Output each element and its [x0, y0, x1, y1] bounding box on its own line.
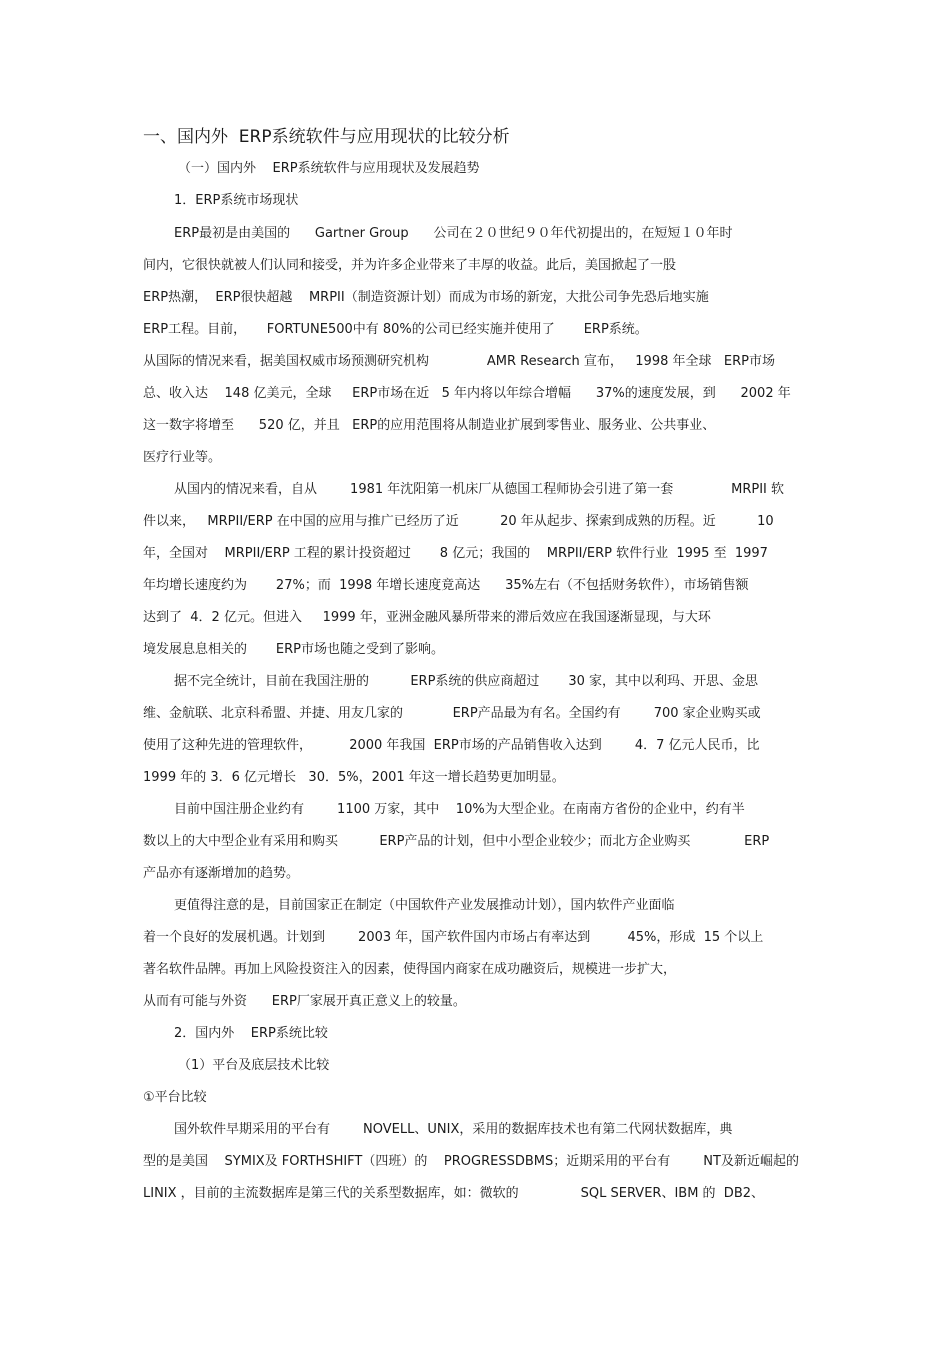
paragraph-line: 总、收入达 148 亿美元，全球 ERP市场在近 5 年内将以年综合增幅 37%的速度发展，到 2002 年	[143, 386, 791, 401]
paragraph-line: 这一数字将增至 520 亿，并且 ERP的应用范围将从制造业扩展到零售业、服务业、公共事业、	[143, 418, 716, 433]
document-title: 一、国内外 ERP系统软件与应用现状的比较分析	[143, 127, 510, 147]
paragraph-line: ERP工程。目前， FORTUNE500中有 80%的公司已经实施并使用了 ERP系统。	[143, 322, 648, 337]
paragraph-line: 年，全国对 MRPII/ERP 工程的累计投资超过 8 亿元；我国的 MRPII/ERP 软件行业 1995 至 1997	[143, 546, 768, 561]
paragraph-line: 从国际的情况来看，据美国权威市场预测研究机构 AMR Research 宣布， 1998 年全球 ERP市场	[143, 354, 775, 369]
paragraph-line: 产品亦有逐渐增加的趋势。	[143, 866, 300, 881]
paragraph-line: 著名软件品牌。再加上风险投资注入的因素，使得国内商家在成功融资后，规模进一步扩大，	[143, 962, 677, 977]
paragraph-line: 医疗行业等。	[143, 450, 222, 465]
paragraph-line: 维、金航联、北京科希盟、并捷、用友几家的 ERP产品最为有名。全国约有 700 家企业购买或	[143, 706, 761, 721]
item-heading: ①平台比较	[143, 1090, 207, 1105]
paragraph-line: 达到了 4．2 亿元。但进入 1999 年，亚洲金融风暴所带来的滞后效应在我国逐渐显现，与大环	[143, 610, 711, 625]
paragraph-line: 1999 年的 3．6 亿元增长 30．5%，2001 年这一增长趋势更加明显。	[143, 770, 565, 785]
paragraph-line: 着一个良好的发展机遇。计划到 2003 年，国产软件国内市场占有率达到 45%，形成 15 个以上	[143, 930, 764, 945]
paragraph-line: ERP热潮， ERP很快超越 MRPII（制造资源计划）而成为市场的新宠，大批公司争先恐后地实施	[143, 290, 709, 305]
paragraph-line: 数以上的大中型企业有采用和购买 ERP产品的计划，但中小型企业较少；而北方企业购买 ERP	[143, 834, 770, 849]
paragraph-line: 更值得注意的是，目前国家正在制定（中国软件产业发展推动计划），国内软件产业面临	[174, 898, 675, 913]
paragraph-line: ERP最初是由美国的 Gartner Group 公司在２０世纪９０年代初提出的，在短短１０年时	[174, 226, 733, 241]
subsubsection-heading: （1）平台及底层技术比较	[178, 1058, 330, 1073]
section-heading: （一）国内外 ERP系统软件与应用现状及发展趋势	[178, 161, 480, 176]
paragraph-line: 境发展息息相关的 ERP市场也随之受到了影响。	[143, 642, 445, 657]
paragraph-line: 间内，它很快就被人们认同和接受，并为许多企业带来了丰厚的收益。此后，美国掀起了一股	[143, 258, 677, 273]
paragraph-line: 件以来， MRPII/ERP 在中国的应用与推广已经历了近 20 年从起步、探索到成熟的历程。近 10	[143, 514, 774, 529]
paragraph-line: 型的是美国 SYMIX及 FORTHSHIFT（四班）的 PROGRESSDBMS；近期采用的平台有 NT及新近崛起的	[143, 1154, 799, 1169]
paragraph-line: 从而有可能与外资 ERP厂家展开真正意义上的较量。	[143, 994, 466, 1009]
paragraph-line: 国外软件早期采用的平台有 NOVELL、UNIX，采用的数据库技术也有第二代网状数据库，典	[174, 1122, 733, 1137]
paragraph-line: 年均增长速度约为 27%；而 1998 年增长速度竟高达 35%左右（不包括财务软件），市场销售额	[143, 578, 749, 593]
subsection-heading: 2．国内外 ERP系统比较	[174, 1026, 328, 1041]
paragraph-line: 据不完全统计，目前在我国注册的 ERP系统的供应商超过 30 家，其中以利玛、开思、金思	[174, 674, 759, 689]
subsection-heading: 1．ERP系统市场现状	[174, 193, 299, 208]
paragraph-line: 目前中国注册企业约有 1100 万家，其中 10%为大型企业。在南南方省份的企业中，约有半	[174, 802, 745, 817]
paragraph-line: LINIX ，目前的主流数据库是第三代的关系型数据库，如：微软的 SQL SERVER、IBM 的 DB2、	[143, 1186, 765, 1201]
paragraph-line: 使用了这种先进的管理软件， 2000 年我国 ERP市场的产品销售收入达到 4．7 亿元人民币，比	[143, 738, 760, 753]
paragraph-line: 从国内的情况来看，自从 1981 年沈阳第一机床厂从德国工程师协会引进了第一套 MRPII 软	[174, 482, 785, 497]
